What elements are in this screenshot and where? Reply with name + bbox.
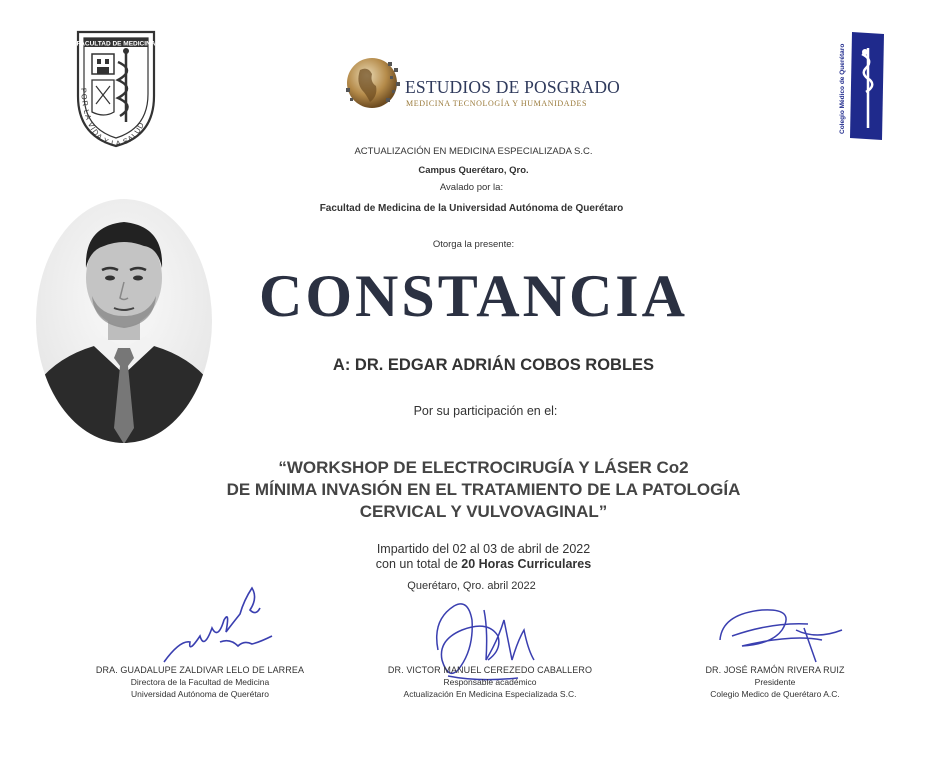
signer-2-role: Responsable académico (443, 677, 537, 687)
signer-1-org: Universidad Autónoma de Querétaro (131, 689, 269, 699)
endorsed-label: Avalado por la: (439, 182, 504, 193)
seal-motto: POR LA VIDA Y LA SALUD (78, 87, 147, 149)
faculty-seal-logo (70, 26, 162, 150)
place-date: Querétaro, Qro. abril 2022 (407, 580, 536, 592)
signer-3-role: Presidente (754, 677, 796, 687)
workshop-title-line1: “WORKSHOP DE ELECTROCIRUGÍA Y LÁSER Co2 (278, 458, 689, 477)
signer-1-name: DRA. GUADALUPE ZALDIVAR LELO DE LARREA (95, 665, 305, 675)
signature-3-ink (712, 600, 862, 670)
signature-block-2 (360, 664, 620, 700)
hours-text: 20 Horas Curriculares (461, 557, 592, 571)
workshop-title-line3: CERVICAL Y VULVOVAGINAL” (359, 502, 608, 521)
signer-3-org: Colegio Medico de Querétaro A.C. (710, 689, 840, 699)
signature-block-3 (660, 664, 890, 700)
organization-name: ACTUALIZACIÓN EN MEDICINA ESPECIALIZADA S.C. (354, 146, 593, 157)
participation-label: Por su participación en el: (413, 404, 558, 418)
hours-prefix: con un total de (375, 557, 462, 571)
certificate-title: CONSTANCIA (259, 263, 688, 329)
posgrado-title: ESTUDIOS DE POSGRADO (405, 77, 620, 97)
signer-1-role: Directora de la Facultad de Medicina (130, 677, 270, 687)
posgrado-subtitle: MEDICINA TECNOLOGÍA Y HUMANIDADES (406, 99, 588, 108)
signature-1-ink (160, 580, 280, 670)
grants-label: Otorga la presente: (432, 239, 515, 250)
workshop-title-line2: DE MÍNIMA INVASIÓN EN EL TRATAMIENTO DE LA PATOLOGÍA (226, 480, 741, 499)
svg-text:FACULTAD DE MEDICINA: FACULTAD DE MEDICINA (76, 40, 156, 48)
signer-3-name: DR. JOSÉ RAMÓN RIVERA RUIZ (705, 665, 845, 675)
campus: Campus Querétaro, Qro. (418, 165, 529, 176)
signer-2-org: Actualización En Medicina Especializada S.C. (403, 689, 577, 699)
signer-2-name: DR. VICTOR MANUEL CEREZEDO CABALLERO (387, 665, 593, 675)
globe-icon (342, 52, 404, 114)
faculty-name: Facultad de Medicina de la Universidad Autónoma de Querétaro (319, 203, 624, 214)
recipient-name: A: DR. EDGAR ADRIÁN COBOS ROBLES (332, 356, 655, 374)
svg-text:Colegio Médico de Querétaro: Colegio Médico de Querétaro (839, 43, 846, 134)
colegio-medico-logo (836, 30, 886, 142)
dates-text: Impartido del 02 al 03 de abril de 2022 (376, 542, 591, 556)
signature-block-1 (70, 664, 330, 700)
